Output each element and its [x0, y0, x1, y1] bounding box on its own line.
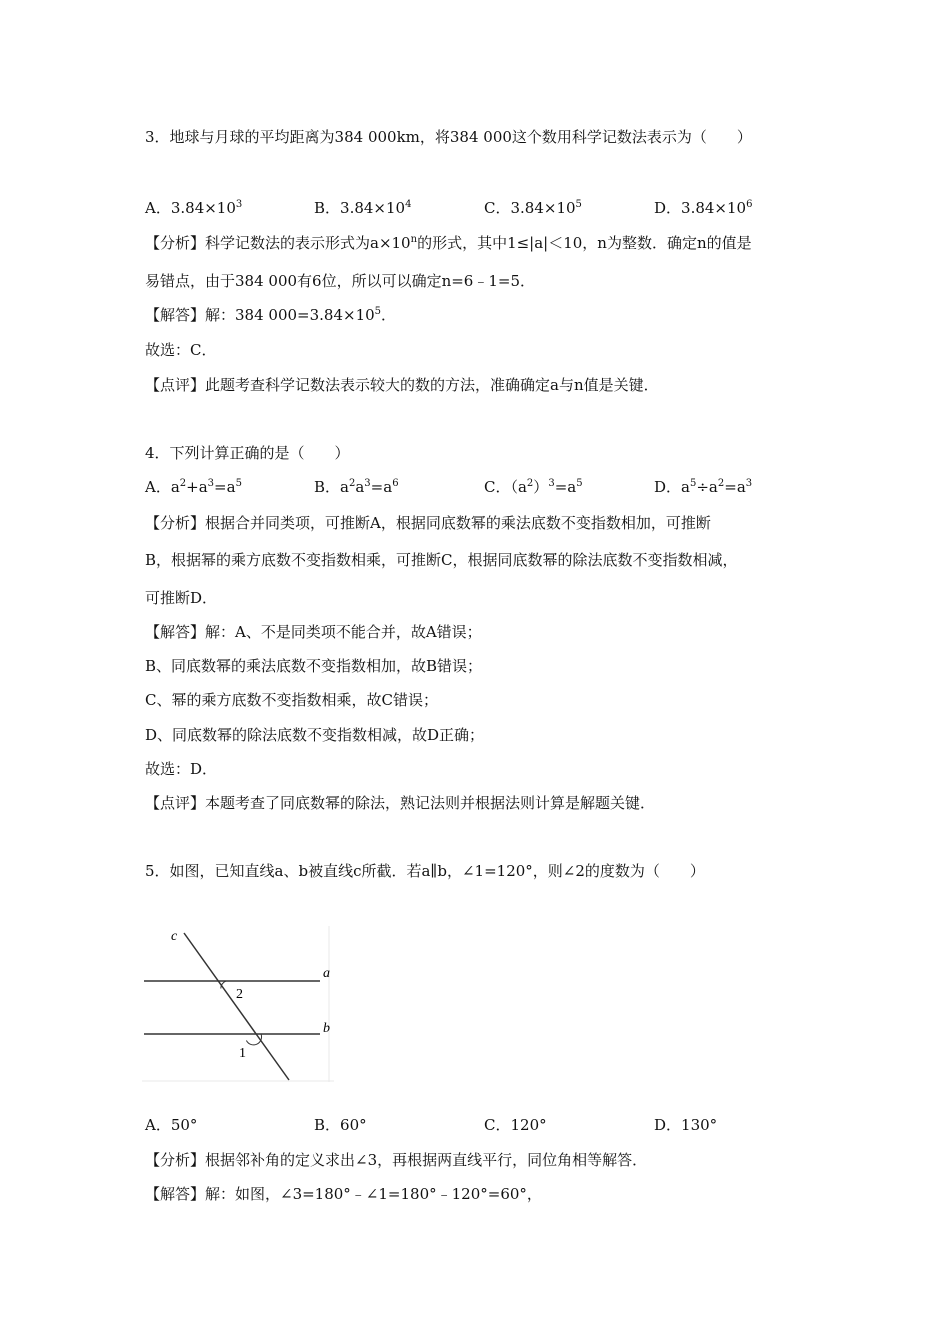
q3-answer-part-2: ． — [381, 306, 397, 324]
q5-analysis: 【分析】根据邻补角的定义求出∠3，再根据两直线平行，同位角相等解答． — [145, 1151, 648, 1169]
q4-option-d-e1: 5 — [689, 478, 697, 489]
q4-option-d-e2: 2 — [717, 478, 725, 489]
q4-choice: 故选：D． — [145, 760, 218, 778]
q3-answer-part-1: 【解答】解：384 000=3.84×10 — [145, 306, 375, 324]
q4-option-d-e3: 3 — [745, 478, 753, 489]
q4-option-b-e3: 6 — [392, 478, 399, 489]
q5-option-d: D．130° — [654, 1116, 718, 1134]
q4-comment: 【点评】本题考查了同底数幂的除法，熟记法则并根据法则计算是解题关键． — [145, 794, 656, 812]
q4-option-c-t2: ） — [533, 478, 549, 496]
q5-option-b: B．60° — [314, 1116, 367, 1134]
q3-answer — [145, 305, 396, 325]
q4-answer-line-1: 【解答】解：A、不是同类项不能合并，故A错误； — [145, 623, 482, 641]
q3-option-b — [314, 198, 411, 218]
q3-option-c-text: C．3.84×10 — [484, 199, 576, 217]
q4-option-c — [484, 477, 583, 497]
parallel-lines-figure — [142, 926, 334, 1082]
q4-analysis-line-2: B，根据幂的乘方底数不变指数相乘，可推断C，根据同底数幂的除法底数不变指数相减， — [145, 551, 738, 569]
label-c: c — [171, 929, 178, 944]
q3-option-c — [484, 198, 582, 218]
q4-option-a-t2: +a — [186, 478, 208, 496]
q5-option-a: A．50° — [145, 1116, 198, 1134]
label-b: b — [323, 1021, 330, 1036]
q3-option-b-exp: 4 — [405, 199, 412, 210]
q3-option-a-text: A．3.84×10 — [145, 199, 236, 217]
q3-analysis-part-1: 【分析】科学记数法的表示形式为a×10 — [145, 234, 411, 252]
q4-answer-line-2: B、同底数幂的乘法底数不变指数相加，故B错误； — [145, 657, 483, 675]
q4-option-d-t3: =a — [724, 478, 746, 496]
q4-option-a — [145, 477, 242, 497]
q4-option-d-t2: ÷a — [696, 478, 718, 496]
q3-choice: 故选：C． — [145, 341, 217, 359]
q3-option-d-text: D．3.84×10 — [654, 199, 747, 217]
q4-answer-line-4: D、同底数幂的除法底数不变指数相减，故D正确； — [145, 726, 485, 744]
q4-analysis-line-3: 可推断D． — [145, 589, 218, 607]
label-2: 2 — [236, 987, 243, 1002]
label-1: 1 — [239, 1046, 246, 1061]
q3-option-a-exp: 3 — [235, 199, 243, 210]
q4-option-b-t1: B．a — [314, 478, 349, 496]
q4-option-c-e1: 2 — [526, 478, 534, 489]
q5-answer: 【解答】解：如图，∠3=180°﹣∠1=180°﹣120°=60°， — [145, 1185, 542, 1203]
q3-option-a — [145, 198, 242, 218]
q3-analysis-line-2: 易错点，由于384 000有6位，所以可以确定n=6﹣1=5． — [145, 272, 536, 290]
q4-option-a-e2: 3 — [207, 478, 215, 489]
q4-option-c-e3: 5 — [576, 478, 583, 489]
q3-option-d — [654, 198, 752, 218]
q3-option-b-text: B．3.84×10 — [314, 199, 406, 217]
q4-option-b-e1: 2 — [348, 478, 356, 489]
q3-analysis-line-1 — [145, 233, 752, 253]
q4-option-b-t2: a — [355, 478, 365, 496]
q3-comment: 【点评】此题考查科学记数法表示较大的数的方法，准确确定a与n值是关键． — [145, 376, 659, 394]
figure-svg — [142, 926, 334, 1082]
label-a: a — [323, 966, 330, 981]
q3-option-c-exp: 5 — [575, 199, 582, 210]
q4-stem: 4．下列计算正确的是（ ） — [145, 444, 350, 462]
q4-option-c-e2: 3 — [548, 478, 555, 489]
q4-option-a-t3: =a — [214, 478, 236, 496]
q4-option-c-t3: =a — [554, 478, 577, 496]
line-c — [184, 933, 289, 1080]
q4-option-c-t1: C．（a — [484, 478, 527, 496]
q3-analysis-part-2: 的形式，其中1≤|a|＜10，n为整数．确定n的值是 — [417, 234, 752, 252]
q4-option-a-e3: 5 — [235, 478, 242, 489]
q4-option-d-t1: D．a — [654, 478, 690, 496]
q3-option-d-exp: 6 — [746, 199, 753, 210]
q4-answer-line-3: C、幂的乘方底数不变指数相乘，故C错误； — [145, 691, 438, 709]
q4-option-b-e2: 3 — [364, 478, 371, 489]
q4-option-d — [654, 477, 752, 497]
q5-option-c: C．120° — [484, 1116, 547, 1134]
q4-option-b — [314, 477, 399, 497]
q5-stem: 5．如图，已知直线a、b被直线c所截．若a∥b，∠1=120°，则∠2的度数为（ ） — [145, 862, 705, 880]
q3-answer-exp: 5 — [374, 306, 382, 317]
q4-option-a-e1: 2 — [179, 478, 187, 489]
q4-option-b-t3: =a — [370, 478, 393, 496]
q3-stem: 3．地球与月球的平均距离为384 000km，将384 000这个数用科学记数法表示为（ ） — [145, 128, 752, 146]
q4-option-a-t1: A．a — [145, 478, 180, 496]
q4-analysis-line-1: 【分析】根据合并同类项，可推断A，根据同底数幂的乘法底数不变指数相加，可推断 — [145, 514, 711, 532]
q3-analysis-exp: n — [410, 234, 418, 245]
